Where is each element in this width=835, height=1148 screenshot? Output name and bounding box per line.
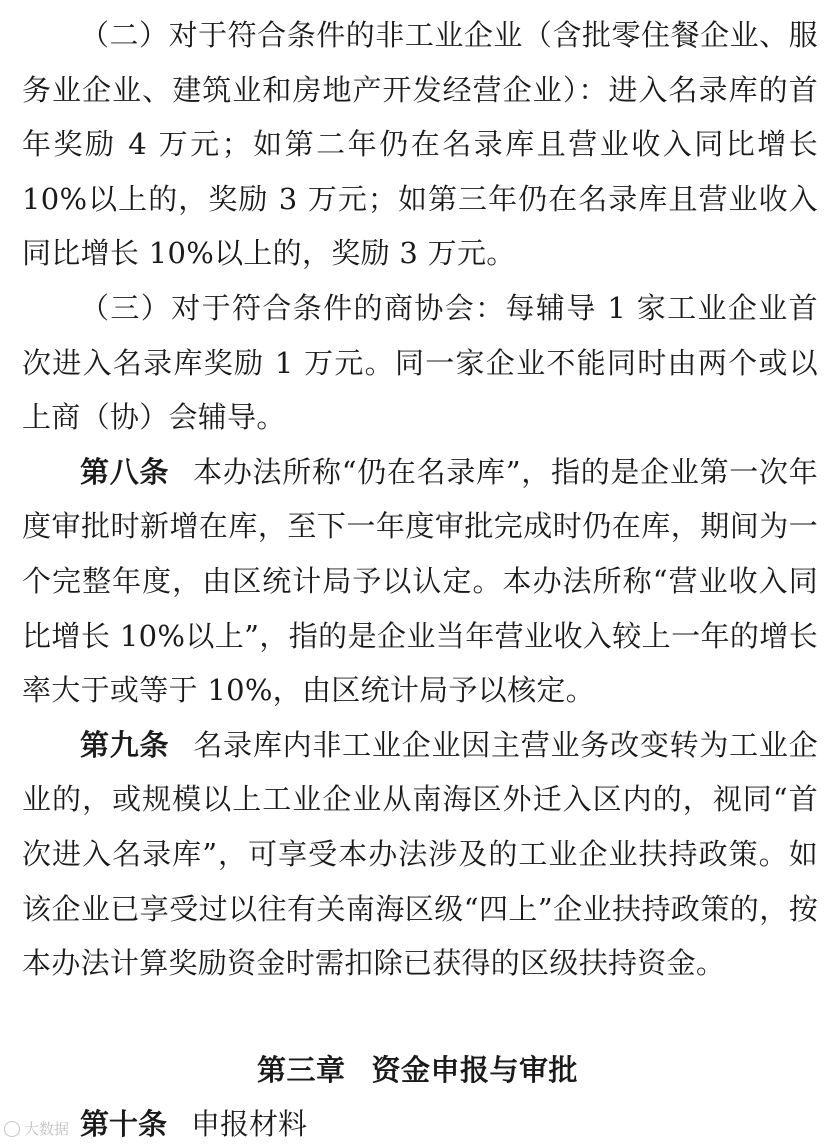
chapter-heading <box>0 1046 835 1094</box>
document-body <box>22 8 818 991</box>
article-label: 第八条 <box>80 454 170 489</box>
article-9 <box>22 718 818 991</box>
chapter-title: 资金申报与审批 <box>371 1053 579 1087</box>
watermark-text: 大数据 <box>24 1120 70 1138</box>
paragraph-chamber-reward <box>22 281 818 445</box>
article-8 <box>22 445 818 718</box>
watermark-logo-icon <box>4 1121 20 1137</box>
article-label: 第十条 <box>80 1107 168 1141</box>
watermark <box>4 1118 69 1139</box>
paragraph-text: （二）对于符合条件的非工业企业（含批零住餐企业、服务业企业、建筑业和房地产开发经营企业）：进入名录库的首年奖励 4 万元；如第二年仍在名录库且营业收入同比增长 10%以上的，奖励 3 万元；如第三年仍在名录库且营业收入同比增长 10%以上的，奖励 3 万元。 <box>22 18 818 271</box>
paragraph-text: （三）对于符合条件的商协会：每辅导 1 家工业企业首次进入名录库奖励 1 万元。同一家企业不能同时由两个或以上商（协）会辅导。 <box>22 290 818 435</box>
chapter-number: 第三章 <box>256 1053 346 1087</box>
paragraph-text: 名录库内非工业企业因主营业务改变转为工业企业的，或规模以上工业企业从南海区外迁入区内的，视同“首次进入名录库”，可享受本办法涉及的工业企业扶持政策。如该企业已享受过以往有关南海区级“四上”企业扶持政策的，按本办法计算奖励资金时需扣除已获得的区级扶持资金。 <box>22 727 818 981</box>
paragraph-text: 本办法所称“仍在名录库”，指的是企业第一次年度审批时新增在库，至下一年度审批完成时仍在库，期间为一个完整年度，由区统计局予以认定。本办法所称“营业收入同比增长 10%以上”，指的是企业当年营业收入较上一年的增长率大于或等于 10%，由区统计局予以核定。 <box>22 454 818 708</box>
article-label: 第九条 <box>80 727 170 762</box>
article-10 <box>80 1100 307 1148</box>
paragraph-non-industrial-reward <box>22 8 818 281</box>
paragraph-text: 申报材料 <box>191 1107 308 1141</box>
